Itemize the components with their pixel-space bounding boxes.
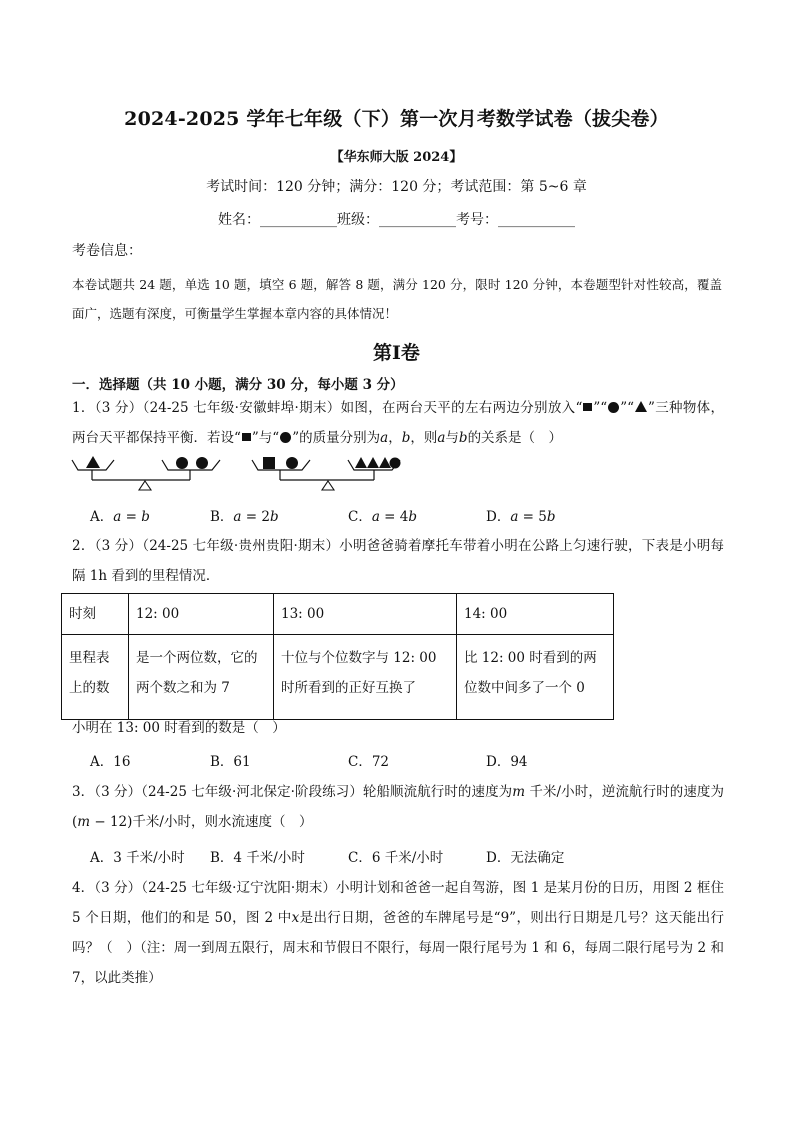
q2-option-a[interactable]: A．16 [90,754,131,770]
triangle-icon [355,457,367,468]
balance-figure [66,450,406,496]
square-icon [263,457,275,469]
fulcrum-icon [322,481,334,490]
var-b: b [401,430,411,446]
circle-icon [176,457,188,469]
table-cell: 比 12: 00 时看到的两位数中间多了一个 0 [457,635,614,720]
q1-option-b[interactable]: B．𝑎 = 2𝑏 [210,509,279,525]
square-icon [583,403,592,411]
section-title: 一．选择题（共 10 小题，满分 30 分，每小题 3 分） [72,377,404,393]
circle-icon [280,432,291,443]
class-label: 班级： [337,212,379,228]
circle-icon [608,402,619,413]
q4-text-a: 4．（3 分）（24-25 七年级·辽宁沈阳·期末）小明计划和爸爸一起自驾游，图 1 是某月份的日历，用图 2 框住 5 个日期，他们的和是 50，图 2 中 [72,880,724,926]
edition-label: 【华东师大版 2024】 [330,150,463,165]
q1-text-9: 的关系是（ ） [467,430,563,446]
question-1 [72,393,724,453]
balance-1 [72,456,220,490]
student-info-line [0,209,793,229]
table-cell: 是一个两位数，它的两个数之和为 7 [129,635,274,720]
part-title: 第Ⅰ卷 [373,342,420,364]
q2-option-b[interactable]: B．61 [210,754,251,770]
name-blank: ___________ [260,212,337,228]
q2-option-c[interactable]: C．72 [348,754,390,770]
info-heading: 考卷信息： [72,243,142,259]
triangle-icon [86,456,100,468]
var-a: a [380,430,389,446]
info-text: 本卷试题共 24 题，单选 10 题，填空 6 题，解答 8 题，满分 120 分，限时 120 分钟，本卷题型针对性较高，覆盖面广，选题有深度，可衡量学生掌握本章内容的具体情况！ [72,277,722,321]
q1-text-6: ”的质量分别为 [292,430,381,446]
table-header-cell: 时刻 [62,594,129,635]
fulcrum-icon [139,481,151,490]
q1-text-1: 1．（3 分）（24-25 七年级·安徽蚌埠·期末）如图，在两台天平的左右两边分别放入“ [72,400,583,416]
q3-text-b: 千米/小时，逆流航行时的速度为 [525,784,725,800]
triangle-icon [367,457,379,468]
q1-comma: ， [388,430,402,446]
var-m: m [512,784,526,800]
q1-text-4: ”三种物体，两台天平都保持平衡．若设“ [72,400,725,446]
q3-text-c: 千米/小时，则水流速度（ ） [132,814,313,830]
var-b: b [458,430,468,446]
q3-option-a[interactable]: A．3 千米/小时 [90,850,185,866]
q2-question: 小明在 13: 00 时看到的数是（ ） [72,720,286,736]
circle-icon [390,458,401,469]
triangle-icon [379,457,391,468]
q1-text-7: ，则 [410,430,438,446]
table-row [62,635,614,720]
q1-text-2: ”“ [593,400,608,416]
q2-option-d[interactable]: D．94 [486,754,528,770]
number-blank: ___________ [498,212,575,228]
square-icon [242,433,251,441]
right-pan [162,460,220,470]
q1-text-8: 与 [445,430,459,446]
var-x: x [291,910,300,926]
mileage-table [61,593,614,720]
exam-title: 2024-2025 学年七年级（下）第一次月考数学试卷（拔尖卷） [124,108,669,130]
q3-option-c[interactable]: C．6 千米/小时 [348,850,444,866]
q3-text-a: 3．（3 分）（24-25 七年级·河北保定·阶段练习）轮船顺流航行时的速度为 [72,784,513,800]
name-label: 姓名： [218,212,260,228]
q3-expr: (𝑚 − 12) [72,814,133,830]
table-header-cell: 13: 00 [274,594,457,635]
table-header-cell: 14: 00 [457,594,614,635]
question-3 [72,777,724,837]
var-a: a [437,430,446,446]
exam-info-line: 考试时间：120 分钟；满分：120 分；考试范围：第 5~6 章 [206,179,587,195]
question-2: 2．（3 分）（24-25 七年级·贵州贵阳·期末）小明爸爸骑着摩托车带着小明在公路上匀速行驶，下表是小明每隔 1h 看到的里程情况． [72,538,724,584]
table-row-label: 里程表上的数 [62,635,129,720]
number-label: 考号： [456,212,498,228]
triangle-icon [635,401,647,412]
left-pan [252,460,310,470]
q1-text-3: ”“ [620,400,635,416]
q3-option-b[interactable]: B．4 千米/小时 [210,850,305,866]
circle-icon [286,457,298,469]
q3-option-d[interactable]: D．无法确定 [486,850,565,866]
balance-2 [252,457,401,490]
q1-option-c[interactable]: C．𝑎 = 4𝑏 [348,509,418,525]
question-4 [72,873,724,993]
q1-text-5: ”与“ [251,430,280,446]
q1-option-a[interactable]: A．𝑎 = 𝑏 [90,509,150,525]
table-header-row [62,594,614,635]
table-header-cell: 12: 00 [129,594,274,635]
circle-icon [196,457,208,469]
q1-option-d[interactable]: D．𝑎 = 5𝑏 [486,509,556,525]
q4-text-b: 是出行日期，爸爸的车牌尾号是“9”，则出行日期是几号？这天能出行吗？（ ）（注：周一到周五限行，周末和节假日不限行，每周一限行尾号为 1 和 6，每周二限行尾号为 2 和 7，以此类推） [72,910,724,986]
class-blank: ___________ [379,212,456,228]
table-cell: 十位与个位数字与 12: 00 时所看到的正好互换了 [274,635,457,720]
